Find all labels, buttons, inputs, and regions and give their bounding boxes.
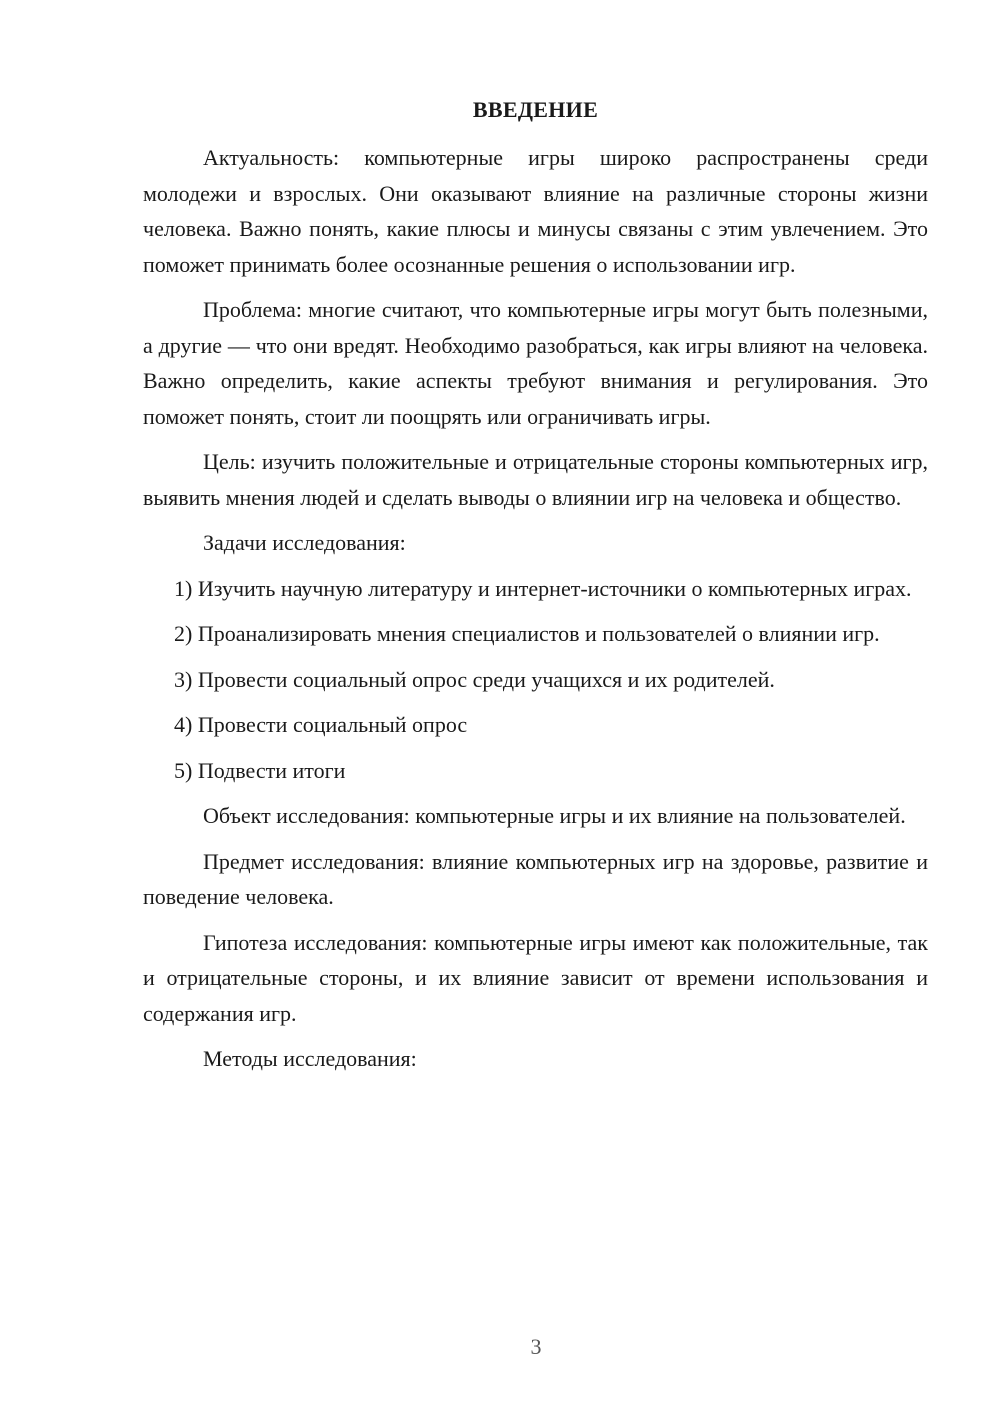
- task-item-5: 5) Подвести итоги: [174, 757, 346, 783]
- task-item-4: 4) Провести социальный опрос: [174, 712, 468, 737]
- paragraph-relevance: Актуальность: компьютерные игры широко распространены среди молодежи и взрослых. Они оказывают влияние на различные стороны жизни человека. Важно понять, какие плюсы и минусы связаны с этим увлечением. Это поможет принимать более осознанные решения о использовании игр.: [143, 145, 928, 277]
- paragraph-problem: Проблема: многие считают, что компьютерные игры могут быть полезными, а другие — что они вредят. Необходимо разобраться, как игры влияют на человека. Важно определить, какие аспекты требуют внимания и регулирования. Это поможет понять, стоит ли поощрять или ограничивать игры.: [143, 297, 928, 429]
- paragraph-hypothesis: Гипотеза исследования: компьютерные игры имеют как положительные, так и отрицательные стороны, и их влияние зависит от времени использования и содержания игр.: [143, 929, 928, 1026]
- document-page: [143, 94, 928, 1077]
- paragraph-subject: Предмет исследования: влияние компьютерных игр на здоровье, развитие и поведение человека.: [143, 848, 928, 909]
- page-number: 3: [530, 1334, 542, 1359]
- task-item-3: 3) Провести социальный опрос среди учащихся и их родителей.: [174, 666, 775, 692]
- task-item-2: 2) Проанализировать мнения специалистов и пользователей о влиянии игр.: [174, 621, 880, 646]
- paragraph-object: Объект исследования: компьютерные игры и их влияние на пользователей.: [203, 803, 906, 828]
- methods-heading: Методы исследования:: [203, 1046, 417, 1071]
- task-item-1: 1) Изучить научную литературу и интернет-источники о компьютерных играх.: [174, 575, 912, 601]
- tasks-heading: Задачи исследования:: [203, 530, 406, 555]
- paragraph-goal: Цель: изучить положительные и отрицательные стороны компьютерных игр, выявить мнения людей и сделать выводы о влиянии игр на человека и общество.: [143, 449, 928, 510]
- page-title: ВВЕДЕНИЕ: [472, 97, 599, 122]
